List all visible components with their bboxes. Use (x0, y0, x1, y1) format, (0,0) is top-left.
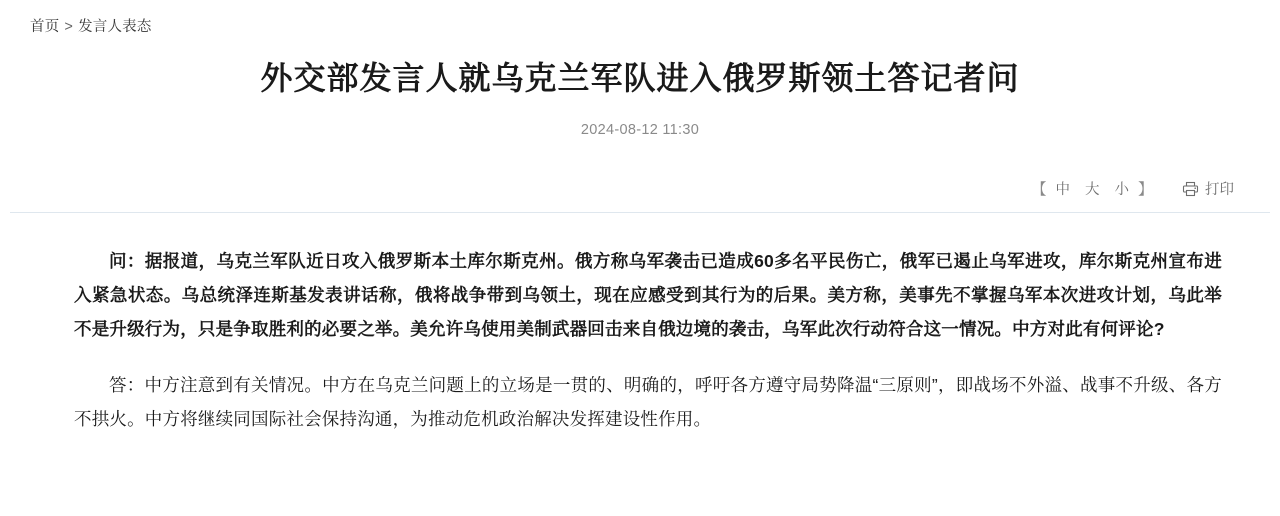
article-body (74, 244, 1222, 458)
paragraph-question: 问：据报道，乌克兰军队近日攻入俄罗斯本土库尔斯克州。俄方称乌军袭击已造成60多名平民伤亡，俄军已遏止乌军进攻，库尔斯克州宣布进入紧急状态。乌总统泽连斯基发表讲话称，俄将战争带到乌领土，现在应感受到其行为的后果。美方称，美事先不掌握乌军本次进攻计划，乌此举不是升级行为，只是争取胜利的必要之举。美允许乌使用美制武器回击来自俄边境的袭击，乌军此次行动符合这一情况。中方对此有何评论? (74, 251, 1222, 339)
breadcrumb (30, 15, 152, 36)
page-title: 外交部发言人就乌克兰军队进入俄罗斯领土答记者问 (260, 60, 1020, 96)
paragraph-answer: 答：中方注意到有关情况。中方在乌克兰问题上的立场是一贯的、明确的，呼吁各方遵守局势降温“三原则”，即战场不外溢、战事不升级、各方不拱火。中方将继续同国际社会保持沟通，为推动危机政治解决发挥建设性作用。 (74, 375, 1222, 429)
font-size-control (1031, 178, 1154, 199)
breadcrumb-item-home[interactable]: 首页 (30, 19, 60, 35)
article-header (0, 0, 1280, 138)
breadcrumb-separator: > (64, 19, 74, 35)
bracket-right: 】 (1137, 181, 1154, 198)
article-date: 2024-08-12 11:30 (580, 122, 700, 138)
font-size-large[interactable]: 大 (1084, 182, 1101, 198)
article-toolbar (1031, 178, 1234, 199)
print-button[interactable] (1182, 178, 1234, 199)
print-label: 打印 (1205, 182, 1234, 198)
header-divider (10, 212, 1270, 213)
font-size-small[interactable]: 小 (1114, 182, 1130, 198)
breadcrumb-item-current: 发言人表态 (78, 19, 152, 35)
printer-icon (1182, 181, 1199, 197)
font-size-medium[interactable]: 中 (1055, 182, 1071, 198)
bracket-left: 【 (1031, 181, 1048, 198)
